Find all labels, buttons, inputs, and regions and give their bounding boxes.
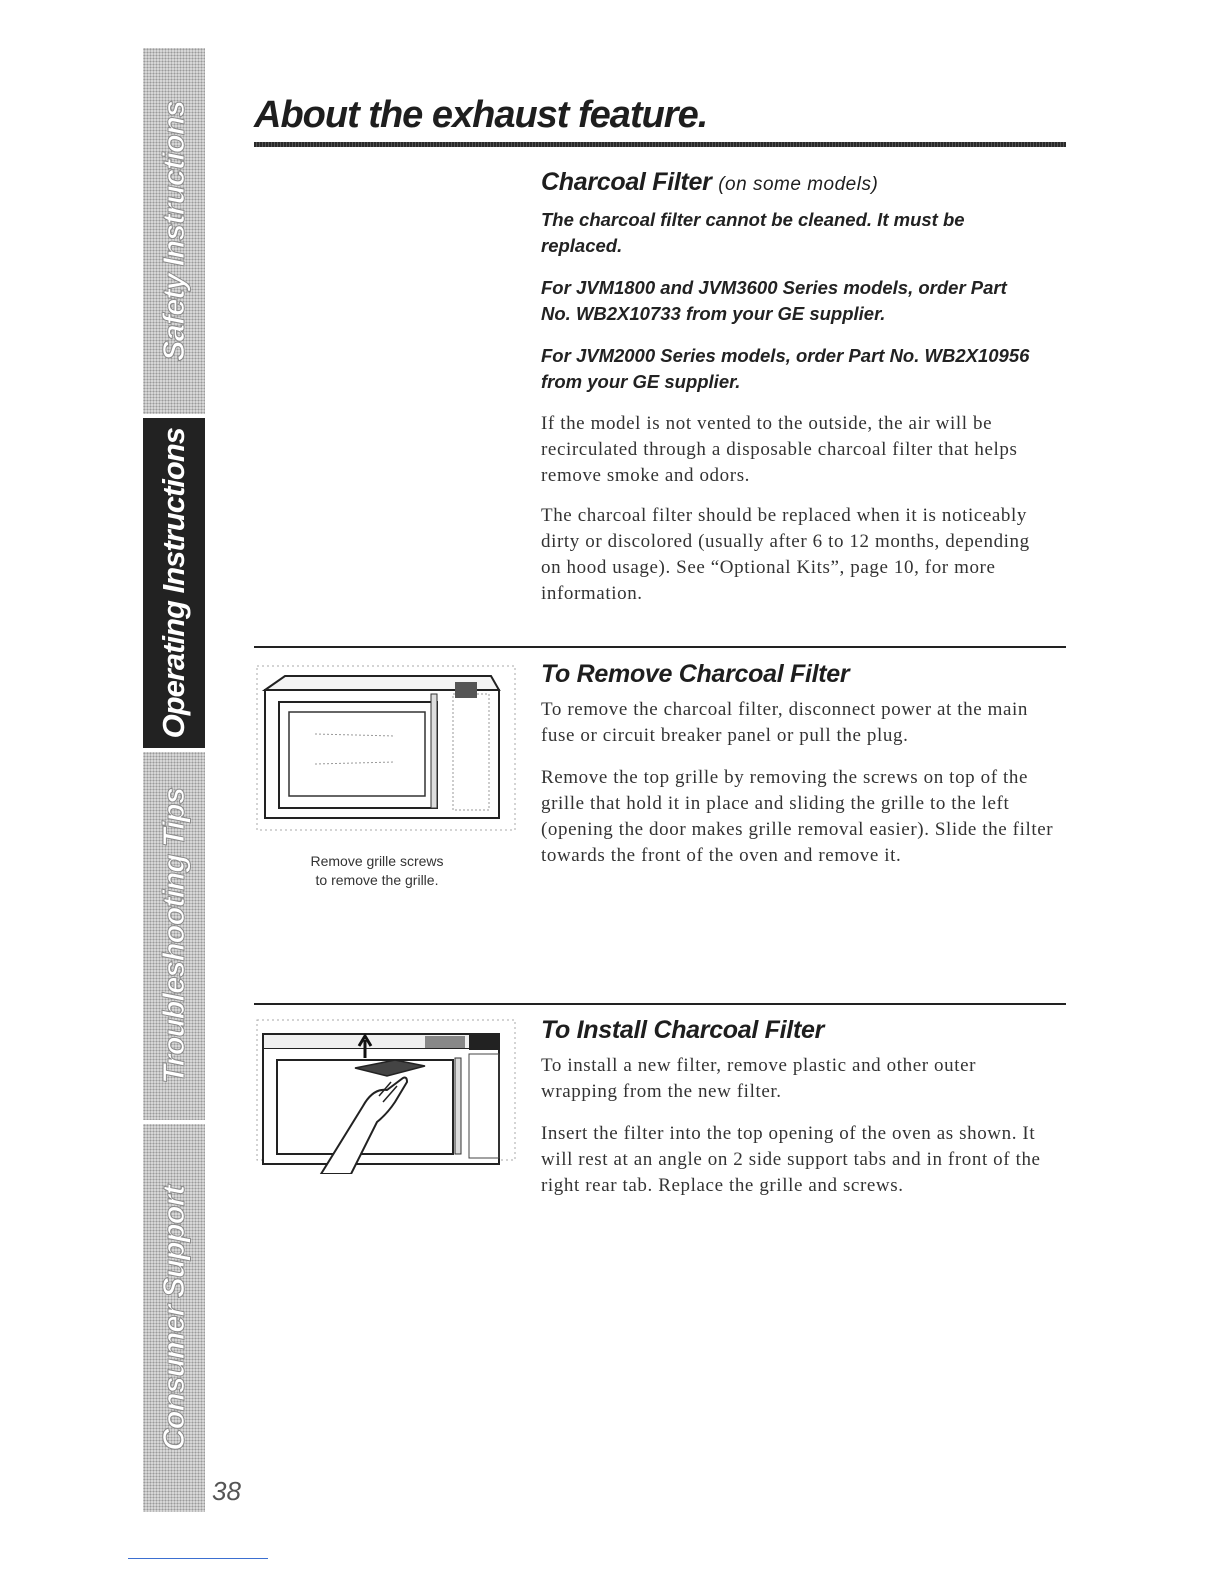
section-divider	[254, 1003, 1066, 1005]
caption-line: Remove grille screws	[310, 853, 444, 869]
section-heading: To Install Charcoal Filter	[541, 1016, 824, 1044]
section-divider	[254, 646, 1066, 648]
body-paragraph: The charcoal filter should be replaced when it is noticeably dirty or discolored (usually after 6 to 12 months, depending on hood usage). See “Optional Kits”, page 10, for more information.	[541, 505, 1030, 604]
oven-grille-screws-illustration	[255, 664, 517, 832]
remove-filter-section	[541, 660, 1066, 869]
caption-line: to remove the grille.	[315, 872, 439, 888]
page-number: 38	[212, 1476, 241, 1506]
section-heading-text: Charcoal Filter	[541, 168, 712, 196]
tab-label: Consumer Support	[156, 1185, 191, 1451]
section-heading: To Remove Charcoal Filter	[541, 660, 850, 688]
tab-consumer-support[interactable]	[143, 1124, 205, 1512]
section-tabs	[143, 48, 205, 1512]
tab-label: Troubleshooting Tips	[156, 788, 191, 1084]
install-filter-illustration	[255, 1018, 517, 1174]
section-heading	[541, 168, 1066, 197]
tab-label: Safety Instructions	[156, 100, 191, 362]
bottom-divider	[128, 1558, 268, 1559]
charcoal-filter-section	[541, 168, 1066, 607]
section-heading-note: (on some models)	[718, 174, 879, 195]
order-info-1: For JVM1800 and JVM3600 Series models, order Part No. WB2X10733 from your GE supplier.	[541, 277, 1007, 324]
warning-text: The charcoal filter cannot be cleaned. It must be replaced.	[541, 209, 965, 256]
figure-caption	[254, 852, 500, 890]
body-paragraph: To remove the charcoal filter, disconnect power at the main fuse or circuit breaker panel or pull the plug.	[541, 699, 1029, 746]
tab-troubleshooting-tips[interactable]	[143, 752, 205, 1120]
install-filter-section	[541, 1016, 1066, 1199]
body-paragraph: Insert the filter into the top opening of the oven as shown. It will rest at an angle on 2 side support tabs and in front of the right rear tab. Replace the grille and screws.	[541, 1123, 1041, 1196]
order-info-2: For JVM2000 Series models, order Part No. WB2X10956 from your GE supplier.	[541, 345, 1030, 392]
tab-label: Operating Instructions	[156, 427, 191, 739]
page-title: About the exhaust feature.	[254, 94, 708, 136]
body-paragraph: To install a new filter, remove plastic and other outer wrapping from the new filter.	[541, 1055, 977, 1102]
tab-operating-instructions[interactable]	[143, 418, 205, 748]
body-paragraph: If the model is not vented to the outside, the air will be recirculated through a disposable charcoal filter that helps remove smoke and odors.	[541, 413, 1018, 486]
body-paragraph: Remove the top grille by removing the screws on top of the grille that hold it in place and sliding the grille to the left (opening the door makes grille removal easier). Slide the filter towards the front of the oven and remove it.	[541, 767, 1054, 866]
tab-safety-instructions[interactable]	[143, 48, 205, 414]
title-underline	[254, 142, 1066, 147]
